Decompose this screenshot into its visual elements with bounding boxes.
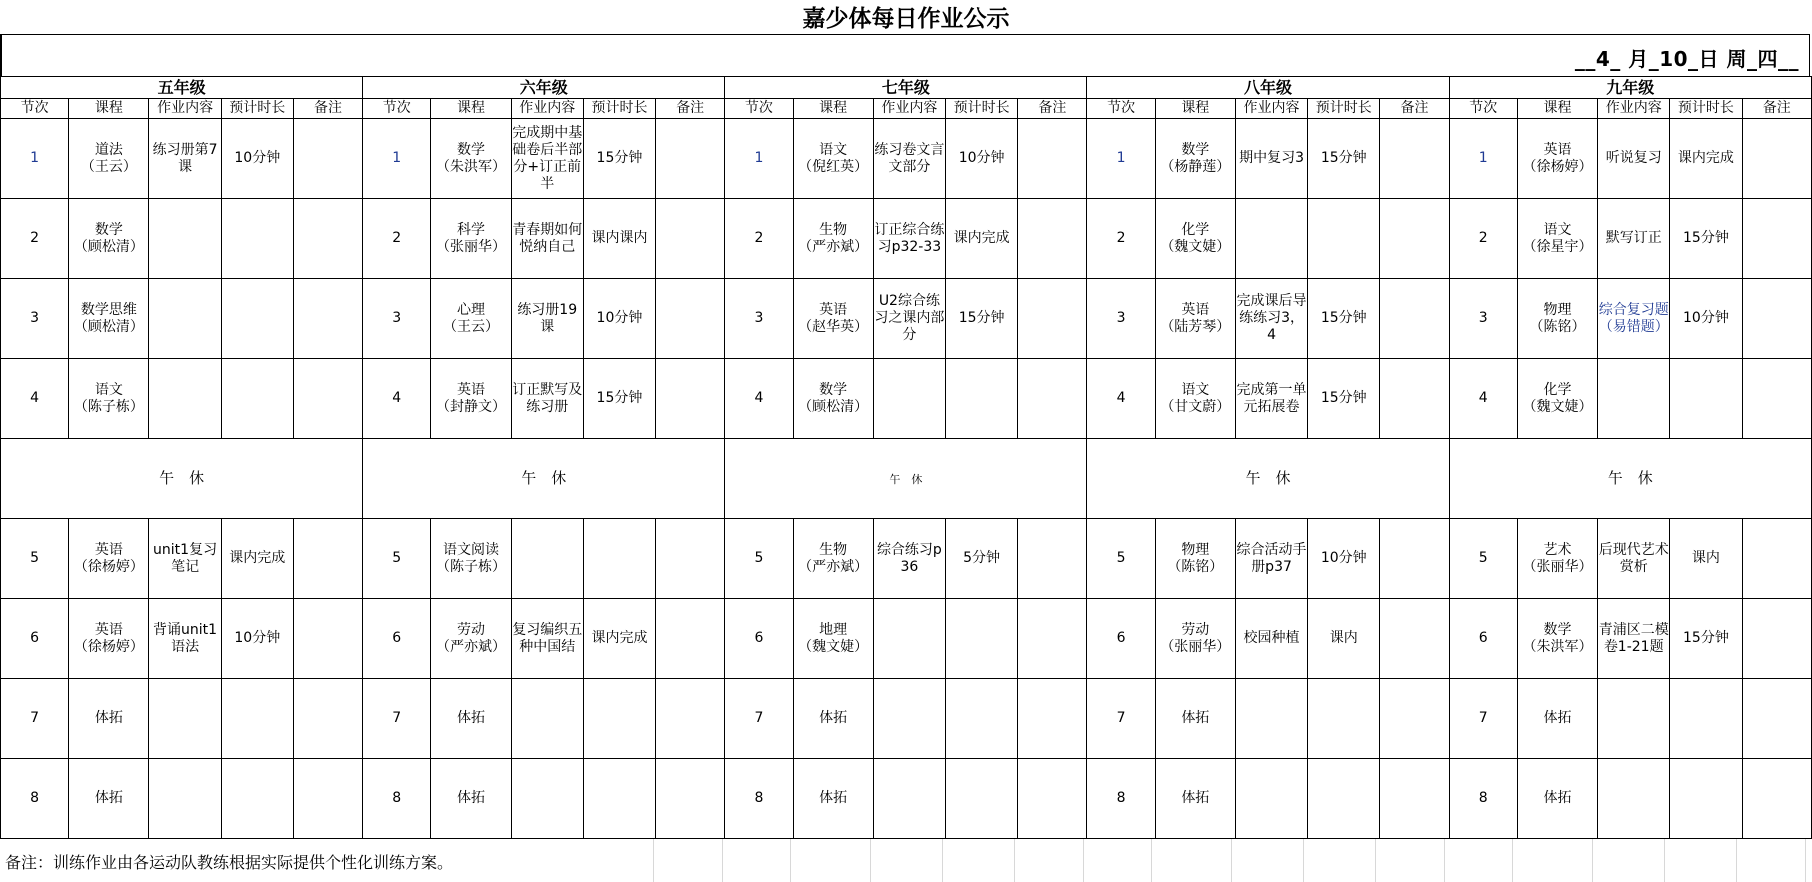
estimated-time [583,519,655,599]
course-cell: 语文阅读 （陈子栋） [431,519,511,599]
grid-line [942,839,943,882]
course-cell: 体拓 [793,759,873,839]
estimated-time: 10分钟 [221,119,293,199]
table-row [1,359,1812,439]
lunch-cell [1,439,363,519]
grid-line [653,839,654,882]
period-number: 6 [363,599,431,679]
table-row [1,759,1812,839]
column-header: 课程 [431,99,511,119]
estimated-time: 课内完成 [583,599,655,679]
remark-cell [656,279,725,359]
column-header: 作业内容 [1598,99,1670,119]
estimated-time [221,279,293,359]
course-cell: 数学 （朱洪军） [1517,599,1597,679]
lunch-label: 午 休 [1607,469,1653,487]
lunch-label: 午 休 [159,469,205,487]
column-header: 预计时长 [1670,99,1742,119]
homework-content [873,759,945,839]
estimated-time [583,759,655,839]
column-header: 备注 [656,99,725,119]
remark-cell [1018,119,1087,199]
period-number: 1 [1449,119,1517,199]
course-cell: 物理 （陈铭） [1517,279,1597,359]
homework-content [511,759,583,839]
homework-content: 综合复习题（易错题） [1598,279,1670,359]
table-row [1,199,1812,279]
course-cell: 数学 （顾松清） [69,199,149,279]
estimated-time [946,759,1018,839]
remark-cell [1742,119,1811,199]
column-header: 课程 [69,99,149,119]
remark-cell [1018,599,1087,679]
column-header: 备注 [1018,99,1087,119]
column-header: 节次 [725,99,793,119]
estimated-time [1670,359,1742,439]
period-number: 7 [725,679,793,759]
estimated-time: 课内课内 [583,199,655,279]
period-number: 7 [1449,679,1517,759]
course-cell: 英语 （徐杨婷） [69,519,149,599]
column-header: 节次 [363,99,431,119]
column-header: 节次 [1449,99,1517,119]
course-cell: 化学 （魏文婕） [1155,199,1235,279]
course-cell: 语文 （陈子栋） [69,359,149,439]
homework-content: 青春期如何悦纳自己 [511,199,583,279]
remark-cell [1742,279,1811,359]
remark-cell [293,519,362,599]
remark-cell [1380,679,1449,759]
period-number: 7 [1087,679,1155,759]
table-row [1,519,1812,599]
remark-cell [1018,519,1087,599]
table-row [1,679,1812,759]
homework-content: 综合活动手册p37 [1235,519,1307,599]
remark-cell [656,519,725,599]
course-cell: 英语 （封静文） [431,359,511,439]
remark-cell [656,759,725,839]
column-header: 节次 [1,99,69,119]
estimated-time [1308,759,1380,839]
grid-line [1444,839,1445,882]
period-number: 7 [363,679,431,759]
estimated-time: 课内 [1308,599,1380,679]
estimated-time [221,359,293,439]
estimated-time: 10分钟 [583,279,655,359]
remark-cell [656,199,725,279]
period-number: 2 [1087,199,1155,279]
remark-cell [293,679,362,759]
estimated-time: 15分钟 [1308,119,1380,199]
column-header: 预计时长 [1308,99,1380,119]
column-header: 作业内容 [873,99,945,119]
homework-content: 完成课后导练练习3，4 [1235,279,1307,359]
period-number: 7 [1,679,69,759]
remark-cell [656,359,725,439]
date-label: __4_ 月_10_日 周_四__ [1574,47,1799,71]
column-header: 课程 [1155,99,1235,119]
homework-content [1598,679,1670,759]
column-header: 作业内容 [1235,99,1307,119]
period-number: 1 [1,119,69,199]
homework-content: 完成期中基础卷后半部分+订正前半 [511,119,583,199]
period-number: 3 [725,279,793,359]
period-number: 8 [1449,759,1517,839]
homework-content [1235,679,1307,759]
homework-content: 订正综合练习p32-33 [873,199,945,279]
homework-content: 青浦区二模卷1-21题 [1598,599,1670,679]
homework-table [0,76,1812,839]
grade-header: 九年级 [1449,77,1811,99]
course-cell: 科学 （张丽华） [431,199,511,279]
course-cell: 英语 （徐杨婷） [69,599,149,679]
lunch-cell [725,439,1087,519]
estimated-time [946,359,1018,439]
table-row [1,119,1812,199]
estimated-time: 10分钟 [1308,519,1380,599]
estimated-time [946,599,1018,679]
remark-cell [293,119,362,199]
homework-content [1235,199,1307,279]
estimated-time: 10分钟 [1670,279,1742,359]
table-row [1,279,1812,359]
course-cell: 体拓 [1517,679,1597,759]
homework-content [873,359,945,439]
grid-line [1303,839,1304,882]
homework-content: 默写订正 [1598,199,1670,279]
estimated-time: 课内完成 [946,199,1018,279]
remark-cell [656,599,725,679]
homework-content [511,679,583,759]
homework-content: 复习编织五种中国结 [511,599,583,679]
homework-content: 练习册19课 [511,279,583,359]
remark-cell [293,199,362,279]
course-cell: 体拓 [1155,679,1235,759]
remark-cell [1742,199,1811,279]
remark-cell [1742,599,1811,679]
grade-header-row [1,77,1812,99]
page-title: 嘉少体每日作业公示 [802,5,1010,32]
course-cell: 英语 （陆芳琴） [1155,279,1235,359]
column-header: 备注 [1380,99,1449,119]
estimated-time [221,759,293,839]
remark-cell [656,119,725,199]
remark-cell [293,759,362,839]
grade-header: 八年级 [1087,77,1449,99]
course-cell: 生物 （严亦斌） [793,199,873,279]
column-header: 预计时长 [583,99,655,119]
remark-cell [293,599,362,679]
column-header: 作业内容 [149,99,221,119]
estimated-time: 15分钟 [583,359,655,439]
course-cell: 体拓 [431,679,511,759]
period-number: 5 [725,519,793,599]
column-header: 课程 [793,99,873,119]
estimated-time [1308,199,1380,279]
homework-content: 期中复习3 [1235,119,1307,199]
course-cell: 心理 （王云） [431,279,511,359]
date-bar [0,34,1810,76]
homework-content [149,679,221,759]
estimated-time: 15分钟 [1308,279,1380,359]
estimated-time [221,679,293,759]
footnote-row [0,839,1812,882]
period-number: 6 [1,599,69,679]
homework-content [1235,759,1307,839]
homework-content [149,759,221,839]
remark-cell [1380,599,1449,679]
homework-content: 订正默写及练习册 [511,359,583,439]
course-cell: 地理 （魏文婕） [793,599,873,679]
grid-line [790,839,791,882]
remark-cell [293,359,362,439]
homework-content: 综合练习p 36 [873,519,945,599]
period-number: 4 [1,359,69,439]
course-cell: 语文 （徐星宇） [1517,199,1597,279]
period-number: 2 [1,199,69,279]
course-cell: 体拓 [69,679,149,759]
homework-content: 校园种植 [1235,599,1307,679]
course-cell: 生物 （严亦斌） [793,519,873,599]
course-cell: 语文 （倪红英） [793,119,873,199]
column-header: 预计时长 [221,99,293,119]
homework-content: unit1复习笔记 [149,519,221,599]
period-number: 5 [1449,519,1517,599]
grade-header: 七年级 [725,77,1087,99]
period-number: 2 [1449,199,1517,279]
period-number: 2 [363,199,431,279]
course-cell: 艺术 （张丽华） [1517,519,1597,599]
course-cell: 英语 （赵华英） [793,279,873,359]
course-cell: 数学思维 （顾松清） [69,279,149,359]
course-cell: 数学 （朱洪军） [431,119,511,199]
period-number: 8 [363,759,431,839]
lunch-row [1,439,1812,519]
course-cell: 体拓 [431,759,511,839]
grid-line [1805,839,1806,882]
column-header: 节次 [1087,99,1155,119]
remark-cell [1018,759,1087,839]
period-number: 1 [725,119,793,199]
course-cell: 数学 （杨静莲） [1155,119,1235,199]
grid-line [1151,839,1152,882]
homework-content [149,279,221,359]
estimated-time: 15分钟 [946,279,1018,359]
course-cell: 数学 （顾松清） [793,359,873,439]
period-number: 4 [725,359,793,439]
estimated-time: 15分钟 [1670,599,1742,679]
period-number: 8 [725,759,793,839]
course-cell: 体拓 [1517,759,1597,839]
grid-line [1014,839,1015,882]
lunch-cell [1087,439,1449,519]
grade-header: 五年级 [1,77,363,99]
remark-cell [1380,279,1449,359]
estimated-time [946,679,1018,759]
period-number: 8 [1087,759,1155,839]
footnote-text: 备注：训练作业由各运动队教练根据实际提供个性化训练方案。 [5,853,454,872]
period-number: 3 [363,279,431,359]
homework-content [873,599,945,679]
remark-cell [1018,359,1087,439]
homework-content [149,199,221,279]
homework-content: 完成第一单元拓展卷 [1235,359,1307,439]
column-header: 作业内容 [511,99,583,119]
estimated-time [221,199,293,279]
remark-cell [1742,519,1811,599]
column-header: 备注 [1742,99,1811,119]
course-cell: 道法 （王云） [69,119,149,199]
remark-cell [1380,199,1449,279]
period-number: 5 [1,519,69,599]
period-number: 4 [363,359,431,439]
remark-cell [1380,519,1449,599]
remark-cell [1742,679,1811,759]
period-number: 3 [1,279,69,359]
period-number: 6 [1449,599,1517,679]
remark-cell [1018,679,1087,759]
course-cell: 劳动 （张丽华） [1155,599,1235,679]
estimated-time [583,679,655,759]
homework-content: 后现代艺术赏析 [1598,519,1670,599]
period-number: 1 [363,119,431,199]
grid-line [1592,839,1593,882]
estimated-time: 15分钟 [1670,199,1742,279]
estimated-time: 5分钟 [946,519,1018,599]
course-cell: 劳动 （严亦斌） [431,599,511,679]
period-number: 4 [1449,359,1517,439]
lunch-cell [1449,439,1811,519]
grade-header: 六年级 [363,77,725,99]
homework-content: U2综合练习之课内部分 [873,279,945,359]
homework-content [1598,359,1670,439]
estimated-time: 15分钟 [583,119,655,199]
period-number: 4 [1087,359,1155,439]
grid-line [1512,839,1513,882]
period-number: 3 [1087,279,1155,359]
period-number: 6 [1087,599,1155,679]
period-number: 5 [363,519,431,599]
homework-content [873,679,945,759]
remark-cell [1380,119,1449,199]
grid-line [1664,839,1665,882]
estimated-time: 课内 [1670,519,1742,599]
course-cell: 化学 （魏文婕） [1517,359,1597,439]
remark-cell [1742,759,1811,839]
remark-cell [1742,359,1811,439]
homework-content [511,519,583,599]
grid-line [1375,839,1376,882]
estimated-time: 15分钟 [1308,359,1380,439]
estimated-time: 10分钟 [221,599,293,679]
remark-cell [656,679,725,759]
column-header: 预计时长 [946,99,1018,119]
column-header-row [1,99,1812,119]
grid-line [1736,839,1737,882]
remark-cell [293,279,362,359]
period-number: 6 [725,599,793,679]
course-cell: 语文 （甘文蔚） [1155,359,1235,439]
period-number: 2 [725,199,793,279]
homework-content: 练习卷文言文部分 [873,119,945,199]
grid-line [722,839,723,882]
estimated-time [1670,679,1742,759]
remark-cell [1380,759,1449,839]
homework-content [1598,759,1670,839]
homework-content: 背诵unit1语法 [149,599,221,679]
course-cell: 体拓 [69,759,149,839]
homework-content [149,359,221,439]
column-header: 课程 [1517,99,1597,119]
grid-line [1083,839,1084,882]
remark-cell [1380,359,1449,439]
period-number: 1 [1087,119,1155,199]
course-cell: 体拓 [1155,759,1235,839]
homework-content: 练习册第7课 [149,119,221,199]
remark-cell [1018,199,1087,279]
period-number: 5 [1087,519,1155,599]
grid-line [870,839,871,882]
period-number: 3 [1449,279,1517,359]
estimated-time: 课内完成 [221,519,293,599]
course-cell: 体拓 [793,679,873,759]
estimated-time [1670,759,1742,839]
period-number: 8 [1,759,69,839]
estimated-time [1308,679,1380,759]
course-cell: 物理 （陈铭） [1155,519,1235,599]
grid-line [1231,839,1232,882]
lunch-cell [363,439,725,519]
lunch-label: 午 休 [1245,469,1291,487]
lunch-label: 午 休 [889,472,923,486]
table-row [1,599,1812,679]
remark-cell [1018,279,1087,359]
homework-content: 听说复习 [1598,119,1670,199]
course-cell: 英语 （徐杨婷） [1517,119,1597,199]
lunch-label: 午 休 [521,469,567,487]
column-header: 备注 [293,99,362,119]
estimated-time: 10分钟 [946,119,1018,199]
estimated-time: 课内完成 [1670,119,1742,199]
